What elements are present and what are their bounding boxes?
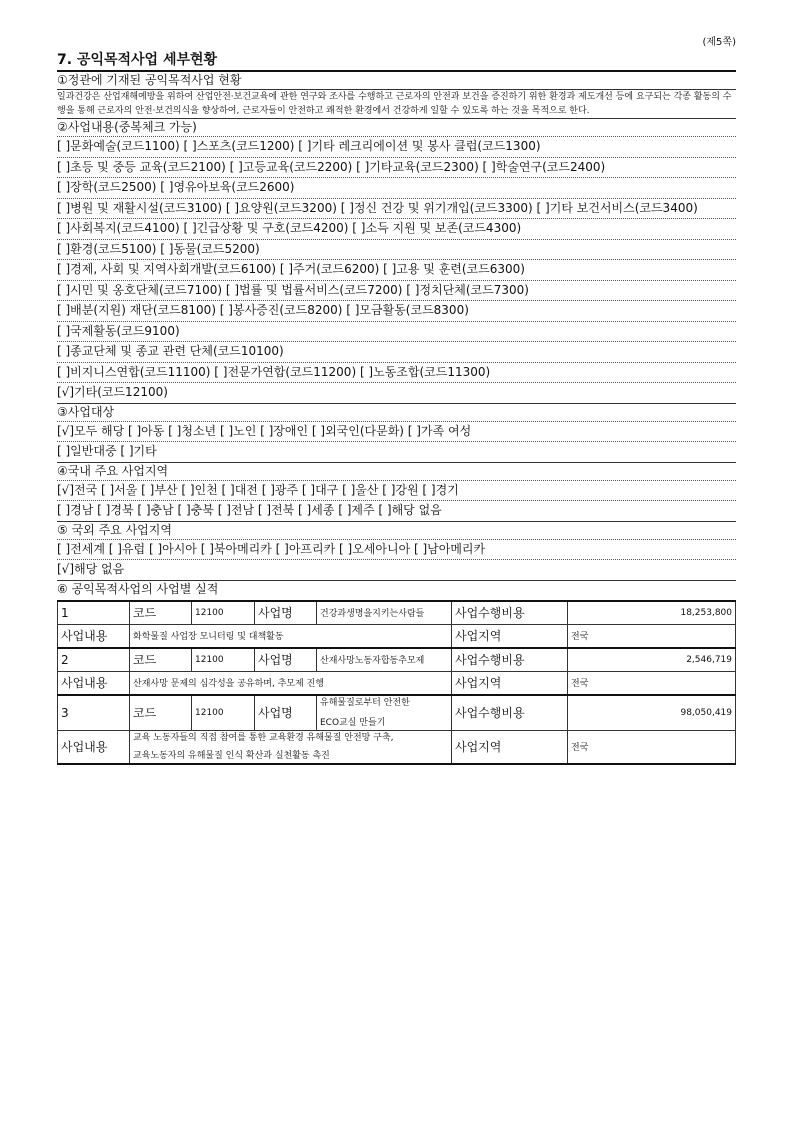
s2-row: [ ]비지니스연합(코드11100) [ ]전문가연합(코드11200) [ ]노동조합(코드11300) xyxy=(57,363,736,384)
s1-purpose-text: 일과건강은 산업재해예방을 위하여 산업안전·보건교육에 관한 연구와 조사를 수행하고 근로자의 안전과 보건을 증진하기 위한 환경과 제도개선 등에 요구되는 각종 활동의 수행을 통해 근로자의 안전·보건의식을 향상하여, 근로자들이 안전하고 쾌적한 환경에서 건강하게 일할 수 있도록 하는 것을 목적으로 한다. xyxy=(57,90,736,119)
s2-row: [ ]환경(코드5100) [ ]동물(코드5200) xyxy=(57,240,736,261)
table-row xyxy=(58,695,736,731)
section-title: 7. 공익목적사업 세부현황 xyxy=(57,50,736,72)
s3-row: [ ]일반대중 [ ]기타 xyxy=(57,442,736,463)
project-name-line: ECO교실 만들기 xyxy=(320,717,386,728)
project-cost: 2,546,719 xyxy=(568,648,736,672)
project-cost: 18,253,800 xyxy=(568,601,736,625)
code-label: 코드 xyxy=(130,648,192,672)
project-table xyxy=(57,600,736,765)
s4-row: [√]전국 [ ]서울 [ ]부산 [ ]인천 [ ]대전 [ ]광주 [ ]대구 [ ]울산 [ ]강원 [ ]경기 xyxy=(57,481,736,502)
s2-row: [√]기타(코드12100) xyxy=(57,383,736,404)
s6-heading: ⑥ 공익목적사업의 사업별 실적 xyxy=(57,581,219,596)
project-content: 산재사망 문제의 심각성을 공유하며, 추모제 진행 xyxy=(130,671,452,695)
region-label: 사업지역 xyxy=(452,730,568,764)
cost-label: 사업수행비용 xyxy=(452,601,568,625)
project-number: 3 xyxy=(58,695,130,731)
s2-row: [ ]사회복지(코드4100) [ ]긴급상황 및 구호(코드4200) [ ]소득 지원 및 보존(코드4300) xyxy=(57,219,736,240)
s2-row: [ ]문화예술(코드1100) [ ]스포츠(코드1200) [ ]기타 레크리에이션 및 봉사 클럽(코드1300) xyxy=(57,137,736,158)
code-label: 코드 xyxy=(130,601,192,625)
project-content-line: 교육 노동자들의 직접 참여를 통한 교육환경 유해물질 안전망 구축, xyxy=(133,732,394,743)
s2-row: [ ]종교단체 및 종교 관련 단체(코드10100) xyxy=(57,342,736,363)
project-name: 건강과생명을지키는사람들 xyxy=(317,601,452,625)
s2-row: [ ]경제, 사회 및 지역사회개발(코드6100) [ ]주거(코드6200) [ ]고용 및 훈련(코드6300) xyxy=(57,260,736,281)
name-label: 사업명 xyxy=(255,695,317,731)
project-code: 12100 xyxy=(192,648,255,672)
project-code: 12100 xyxy=(192,695,255,731)
s2-row: [ ]병원 및 재활시설(코드3100) [ ]요양원(코드3200) [ ]정신 건강 및 위기개입(코드3300) [ ]기타 보건서비스(코드3400) xyxy=(57,199,736,220)
s5-heading: ⑤ 국외 주요 사업지역 xyxy=(57,522,736,540)
region-label: 사업지역 xyxy=(452,671,568,695)
project-content xyxy=(130,730,452,764)
cost-label: 사업수행비용 xyxy=(452,648,568,672)
project-code: 12100 xyxy=(192,601,255,625)
cost-label: 사업수행비용 xyxy=(452,695,568,731)
project-number: 2 xyxy=(58,648,130,672)
document-page xyxy=(57,36,736,765)
project-name: 산재사망노동자합동추모제 xyxy=(317,648,452,672)
s2-heading: ②사업내용(중복체크 가능) xyxy=(57,119,736,137)
page-number: (제5쪽) xyxy=(702,37,736,48)
project-number: 1 xyxy=(58,601,130,625)
project-content-line: 교육노동자의 유해물질 인식 확산과 실천활동 촉진 xyxy=(133,750,330,761)
table-row xyxy=(58,601,736,625)
project-region: 전국 xyxy=(568,671,736,695)
content-label: 사업내용 xyxy=(58,624,130,648)
table-row xyxy=(58,671,736,695)
code-label: 코드 xyxy=(130,695,192,731)
project-region: 전국 xyxy=(568,730,736,764)
table-row xyxy=(58,730,736,764)
region-label: 사업지역 xyxy=(452,624,568,648)
s5-row: [√]해당 없음 xyxy=(57,560,736,581)
content-label: 사업내용 xyxy=(58,671,130,695)
s2-row: [ ]국제활동(코드9100) xyxy=(57,322,736,343)
s3-row: [√]모두 해당 [ ]아동 [ ]청소년 [ ]노인 [ ]장애인 [ ]외국인(다문화) [ ]가족 여성 xyxy=(57,422,736,443)
s2-row: [ ]장학(코드2500) [ ]영유아보육(코드2600) xyxy=(57,178,736,199)
s2-row: [ ]초등 및 중등 교육(코드2100) [ ]고등교육(코드2200) [ ]기타교육(코드2300) [ ]학술연구(코드2400) xyxy=(57,158,736,179)
project-name-line: 유해물질로부터 안전한 xyxy=(320,697,410,708)
s4-row: [ ]경남 [ ]경북 [ ]충남 [ ]충북 [ ]전남 [ ]전북 [ ]세종 [ ]제주 [ ]해당 없음 xyxy=(57,501,736,522)
project-cost: 98,050,419 xyxy=(568,695,736,731)
s3-heading: ③사업대상 xyxy=(57,404,736,422)
s2-row: [ ]배분(지원) 재단(코드8100) [ ]봉사증진(코드8200) [ ]모금활동(코드8300) xyxy=(57,301,736,322)
s4-heading: ④국내 주요 사업지역 xyxy=(57,463,736,481)
name-label: 사업명 xyxy=(255,648,317,672)
name-label: 사업명 xyxy=(255,601,317,625)
table-row xyxy=(58,624,736,648)
s1-heading: ①정관에 기재된 공익목적사업 현황 xyxy=(57,72,736,90)
s2-row: [ ]시민 및 옹호단체(코드7100) [ ]법률 및 법률서비스(코드7200) [ ]정치단체(코드7300) xyxy=(57,281,736,302)
project-region: 전국 xyxy=(568,624,736,648)
s5-row: [ ]전세계 [ ]유럽 [ ]아시아 [ ]북아메리카 [ ]아프리카 [ ]오세아니아 [ ]남아메리카 xyxy=(57,540,736,561)
content-label: 사업내용 xyxy=(58,730,130,764)
project-content: 화학물질 사업장 모니터링 및 대책활동 xyxy=(130,624,452,648)
project-name xyxy=(317,695,452,731)
table-row xyxy=(58,648,736,672)
